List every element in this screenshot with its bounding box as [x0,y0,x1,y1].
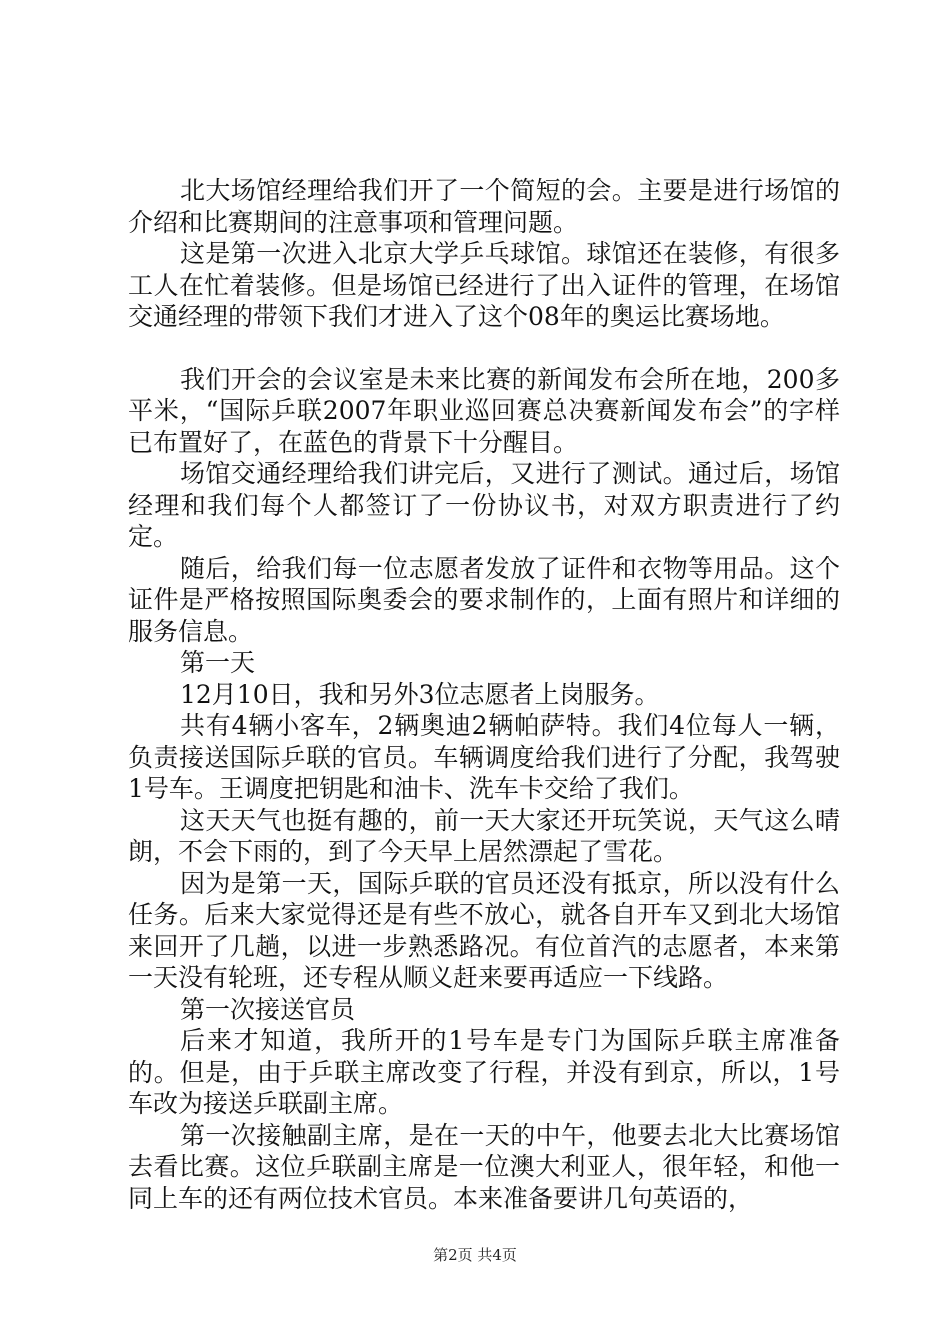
paragraph: 第一次接触副主席，是在一天的中午，他要去北大比赛场馆去看比赛。这位乒联副主席是一位澳大利亚人，很年轻，和他一同上车的还有两位技术官员。本来准备要讲几句英语的， [128,1120,840,1213]
document-body [128,175,840,1214]
paragraph: 因为是第一天，国际乒联的官员还没有抵京，所以没有什么任务。后来大家觉得还是有些不放心，就各自开车又到北大场馆来回开了几趟，以进一步熟悉路况。有位首汽的志愿者，本来第一天没有轮班，还专程从顺义赶来要再适应一下线路。 [128,868,840,992]
paragraph: 12月10日，我和另外3位志愿者上岗服务。 [180,679,660,709]
paragraph: 后来才知道，我所开的1号车是专门为国际乒联主席准备的。但是，由于乒联主席改变了行程，并没有到京，所以，1号车改为接送乒联副主席。 [128,1026,840,1118]
paragraph-gap [128,333,840,364]
paragraph: 场馆交通经理给我们讲完后，又进行了测试。通过后，场馆经理和我们每个人都签订了一份协议书，对双方职责进行了约定。 [128,459,840,551]
paragraph: 这天天气也挺有趣的，前一天大家还开玩笑说，天气这么晴朗，不会下雨的，到了今天早上居然漂起了雪花。 [128,805,840,866]
paragraph: 共有4辆小客车，2辆奥迪2辆帕萨特。我们4位每人一辆，负责接送国际乒联的官员。车辆调度给我们进行了分配，我驾驶1号车。王调度把钥匙和油卡、洗车卡交给了我们。 [128,711,840,803]
paragraph: 这是第一次进入北京大学乒乓球馆。球馆还在装修，有很多工人在忙着装修。但是场馆已经进行了出入证件的管理，在场馆交通经理的带领下我们才进入了这个08年的奥运比赛场地。 [128,239,840,331]
page-footer: 第2页 共4页 [433,1246,517,1264]
paragraph: 我们开会的会议室是未来比赛的新闻发布会所在地，200多平米，“国际乒联2007年职业巡回赛总决赛新闻发布会”的字样已布置好了，在蓝色的背景下十分醒目。 [128,364,840,457]
section-heading: 第一天 [180,648,256,677]
paragraph: 北大场馆经理给我们开了一个简短的会。主要是进行场馆的介绍和比赛期间的注意事项和管理问题。 [128,176,840,237]
section-heading: 第一次接送官员 [180,994,356,1024]
paragraph: 随后，给我们每一位志愿者发放了证件和衣物等用品。这个证件是严格按照国际奥委会的要求制作的，上面有照片和详细的服务信息。 [128,553,840,646]
